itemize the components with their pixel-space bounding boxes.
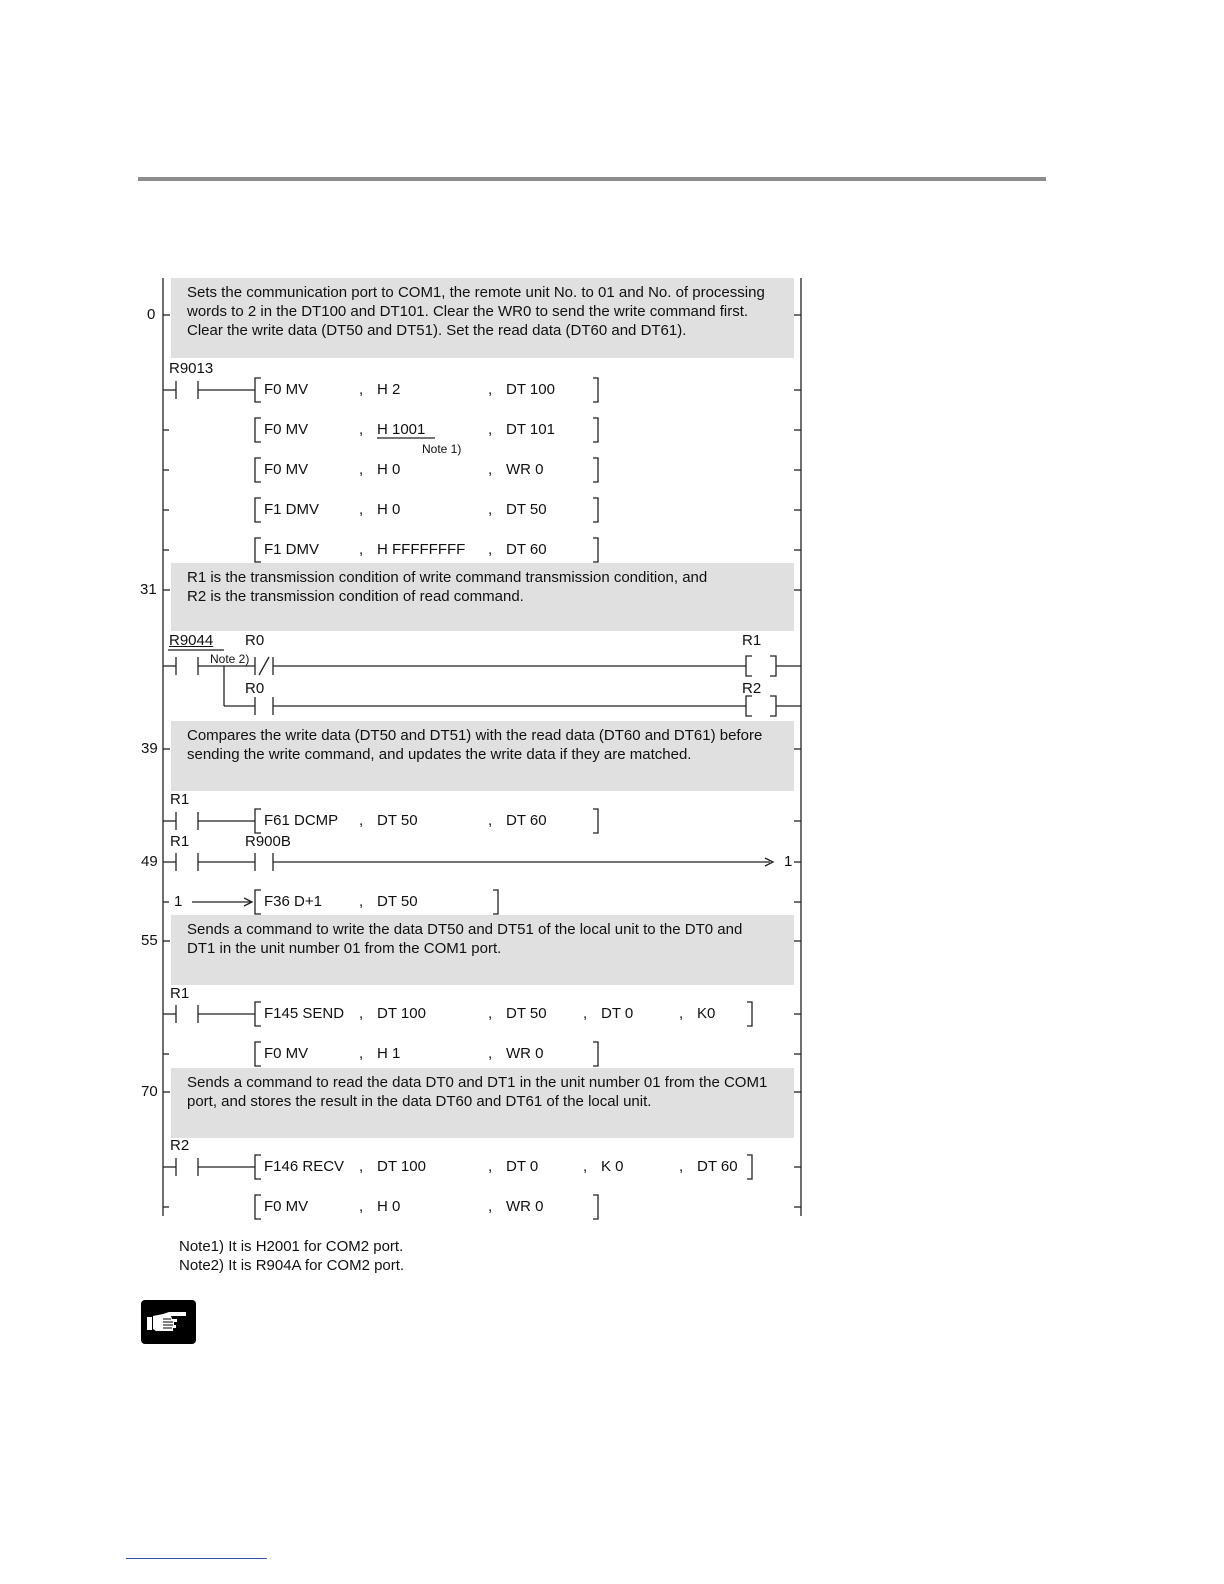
connector-in: 1	[174, 893, 183, 910]
comment-box-step-0	[171, 278, 794, 358]
separator: ,	[359, 893, 364, 910]
comment-line: Sets the communication port to COM1, the remote unit No. to 01 and No. of processing	[187, 284, 765, 301]
separator: ,	[583, 1158, 588, 1175]
separator: ,	[359, 1198, 364, 1215]
contact-label: R9044	[169, 632, 214, 649]
instruction-arg: DT 100	[377, 1158, 426, 1175]
separator: ,	[488, 1158, 493, 1175]
inline-note: Note 1)	[422, 442, 462, 456]
comment-line: words to 2 in the DT100 and DT101. Clear the WR0 to send the write command first.	[187, 303, 749, 320]
step-number: 39	[141, 740, 158, 757]
instruction-arg: DT 100	[506, 381, 555, 398]
step-number: 0	[147, 306, 156, 323]
step-number: 31	[140, 581, 157, 598]
separator: ,	[488, 541, 493, 558]
separator: ,	[359, 1158, 364, 1175]
instruction-arg: DT 60	[506, 541, 547, 558]
separator: ,	[679, 1005, 684, 1022]
comment-line: R2 is the transmission condition of read command.	[187, 588, 524, 605]
contact-label: R1	[170, 791, 190, 808]
instruction-arg: H 0	[377, 501, 401, 518]
instruction-arg: K0	[697, 1005, 716, 1022]
instruction-arg: H FFFFFFFF	[377, 541, 466, 558]
instruction-arg: WR 0	[506, 461, 544, 478]
separator: ,	[583, 1005, 588, 1022]
instruction-arg: H 1001	[377, 421, 426, 438]
separator: ,	[488, 812, 493, 829]
contact-label: R0	[245, 680, 265, 697]
comment-line: Sends a command to read the data DT0 and DT1 in the unit number 01 from the COM1	[187, 1074, 768, 1091]
comment-line: R1 is the transmission condition of write command transmission condition, and	[187, 569, 708, 586]
separator: ,	[359, 381, 364, 398]
separator: ,	[359, 812, 364, 829]
instruction-arg: WR 0	[506, 1045, 544, 1062]
coil-label: R1	[742, 632, 762, 649]
instruction-arg: DT 0	[506, 1158, 539, 1175]
separator: ,	[488, 421, 493, 438]
instruction-arg: H 2	[377, 381, 401, 398]
comment-line: port, and stores the result in the data DT60 and DT61 of the local unit.	[187, 1093, 652, 1110]
instruction-op: F1 DMV	[264, 501, 320, 518]
instruction-op: F0 MV	[264, 381, 309, 398]
instruction-arg: DT 50	[506, 1005, 547, 1022]
footnotes	[179, 1237, 404, 1275]
contact-label: R900B	[245, 833, 291, 850]
instruction-arg: DT 101	[506, 421, 555, 438]
separator: ,	[359, 461, 364, 478]
instruction-arg: DT 0	[601, 1005, 634, 1022]
comment-box-step-55	[171, 915, 794, 985]
instruction-arg: DT 50	[506, 501, 547, 518]
separator: ,	[359, 1045, 364, 1062]
instruction-arg: H 0	[377, 461, 401, 478]
footer-rule	[126, 1558, 267, 1559]
footnote: Note1) It is H2001 for COM2 port.	[179, 1238, 404, 1255]
step-number: 55	[141, 932, 158, 949]
connector-out: 1	[784, 853, 793, 870]
contact-label: R1	[170, 985, 190, 1002]
instruction-op: F0 MV	[264, 1045, 309, 1062]
instruction-op: F146 RECV	[264, 1158, 345, 1175]
contact-label: R0	[245, 632, 265, 649]
instruction-arg: WR 0	[506, 1198, 544, 1215]
instruction-arg: H 0	[377, 1198, 401, 1215]
instruction-op: F0 MV	[264, 421, 309, 438]
separator: ,	[488, 1198, 493, 1215]
instruction-arg: DT 50	[377, 893, 418, 910]
instruction-op: F61 DCMP	[264, 812, 339, 829]
instruction-op: F0 MV	[264, 1198, 309, 1215]
comment-line: Clear the write data (DT50 and DT51). Set the read data (DT60 and DT61).	[187, 322, 687, 339]
instruction-arg: DT 100	[377, 1005, 426, 1022]
separator: ,	[359, 501, 364, 518]
separator: ,	[488, 461, 493, 478]
separator: ,	[488, 1045, 493, 1062]
step-number: 70	[141, 1083, 158, 1100]
instruction-arg: DT 60	[506, 812, 547, 829]
instruction-op: F145 SEND	[264, 1005, 345, 1022]
separator: ,	[488, 381, 493, 398]
instruction-arg: H 1	[377, 1045, 401, 1062]
inline-note: Note 2)	[210, 652, 250, 666]
comment-line: Compares the write data (DT50 and DT51) with the read data (DT60 and DT61) before	[187, 727, 763, 744]
comment-box-step-39	[171, 721, 794, 791]
contact-label: R1	[170, 833, 190, 850]
comment-line: DT1 in the unit number 01 from the COM1 port.	[187, 940, 502, 957]
separator: ,	[488, 501, 493, 518]
instruction-arg: DT 50	[377, 812, 418, 829]
comment-box-step-31	[171, 563, 794, 631]
separator: ,	[679, 1158, 684, 1175]
coil-label: R2	[742, 680, 762, 697]
pointing-hand-icon	[141, 1300, 196, 1344]
separator: ,	[359, 1005, 364, 1022]
instruction-arg: DT 60	[697, 1158, 738, 1175]
comment-line: sending the write command, and updates the write data if they are matched.	[187, 746, 692, 763]
footnote: Note2) It is R904A for COM2 port.	[179, 1257, 405, 1274]
separator: ,	[359, 421, 364, 438]
separator: ,	[359, 541, 364, 558]
comment-line: Sends a command to write the data DT50 and DT51 of the local unit to the DT0 and	[187, 921, 743, 938]
contact-label: R2	[170, 1137, 190, 1154]
separator: ,	[488, 1005, 493, 1022]
instruction-op: F0 MV	[264, 461, 309, 478]
instruction-op: F1 DMV	[264, 541, 320, 558]
instruction-op: F36 D+1	[264, 893, 322, 910]
step-number: 49	[141, 853, 158, 870]
comment-box-step-70	[171, 1068, 794, 1138]
instruction-arg: K 0	[601, 1158, 624, 1175]
contact-label: R9013	[169, 360, 214, 377]
